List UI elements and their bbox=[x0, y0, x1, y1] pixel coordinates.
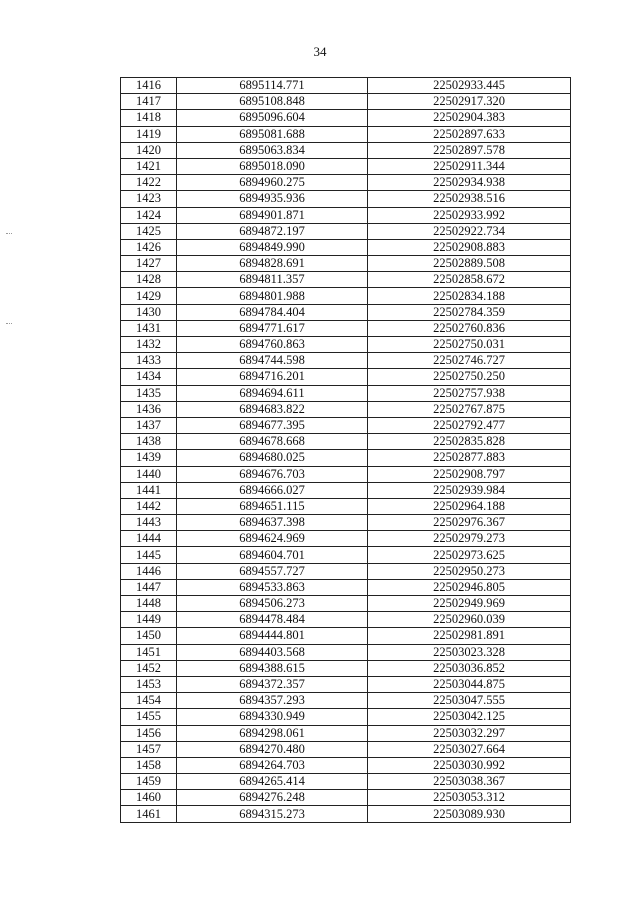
y-coordinate-cell: 22502889.508 bbox=[368, 256, 571, 272]
x-coordinate-cell: 6894760.863 bbox=[177, 337, 368, 353]
margin-mark bbox=[6, 233, 12, 234]
x-coordinate-cell: 6895108.848 bbox=[177, 94, 368, 110]
y-coordinate-cell: 22502750.031 bbox=[368, 337, 571, 353]
x-coordinate-cell: 6894298.061 bbox=[177, 725, 368, 741]
table-row bbox=[121, 304, 571, 320]
x-coordinate-cell: 6894694.611 bbox=[177, 385, 368, 401]
coordinates-table bbox=[120, 77, 571, 823]
y-coordinate-cell: 22502939.984 bbox=[368, 482, 571, 498]
point-number-cell: 1446 bbox=[121, 563, 177, 579]
point-number-cell: 1419 bbox=[121, 126, 177, 142]
table-row bbox=[121, 515, 571, 531]
table-row bbox=[121, 207, 571, 223]
point-number-cell: 1461 bbox=[121, 806, 177, 822]
x-coordinate-cell: 6894811.357 bbox=[177, 272, 368, 288]
table-row bbox=[121, 806, 571, 822]
y-coordinate-cell: 22503089.930 bbox=[368, 806, 571, 822]
x-coordinate-cell: 6894828.691 bbox=[177, 256, 368, 272]
point-number-cell: 1460 bbox=[121, 790, 177, 806]
y-coordinate-cell: 22502908.883 bbox=[368, 239, 571, 255]
y-coordinate-cell: 22503053.312 bbox=[368, 790, 571, 806]
point-number-cell: 1432 bbox=[121, 337, 177, 353]
x-coordinate-cell: 6894388.615 bbox=[177, 660, 368, 676]
point-number-cell: 1433 bbox=[121, 353, 177, 369]
y-coordinate-cell: 22502767.875 bbox=[368, 401, 571, 417]
y-coordinate-cell: 22502934.938 bbox=[368, 175, 571, 191]
x-coordinate-cell: 6895096.604 bbox=[177, 110, 368, 126]
table-row bbox=[121, 142, 571, 158]
y-coordinate-cell: 22502897.633 bbox=[368, 126, 571, 142]
page-number: 34 bbox=[313, 44, 327, 59]
point-number-cell: 1422 bbox=[121, 175, 177, 191]
x-coordinate-cell: 6894901.871 bbox=[177, 207, 368, 223]
x-coordinate-cell: 6894677.395 bbox=[177, 417, 368, 433]
table-row bbox=[121, 239, 571, 255]
point-number-cell: 1438 bbox=[121, 434, 177, 450]
y-coordinate-cell: 22502933.992 bbox=[368, 207, 571, 223]
y-coordinate-cell: 22502960.039 bbox=[368, 612, 571, 628]
y-coordinate-cell: 22503038.367 bbox=[368, 774, 571, 790]
point-number-cell: 1450 bbox=[121, 628, 177, 644]
table-row bbox=[121, 256, 571, 272]
point-number-cell: 1459 bbox=[121, 774, 177, 790]
point-number-cell: 1443 bbox=[121, 515, 177, 531]
table-row bbox=[121, 385, 571, 401]
point-number-cell: 1456 bbox=[121, 725, 177, 741]
x-coordinate-cell: 6894935.936 bbox=[177, 191, 368, 207]
point-number-cell: 1451 bbox=[121, 644, 177, 660]
x-coordinate-cell: 6894444.801 bbox=[177, 628, 368, 644]
x-coordinate-cell: 6894651.115 bbox=[177, 498, 368, 514]
x-coordinate-cell: 6894270.480 bbox=[177, 741, 368, 757]
x-coordinate-cell: 6894637.398 bbox=[177, 515, 368, 531]
table-row bbox=[121, 369, 571, 385]
x-coordinate-cell: 6894676.703 bbox=[177, 466, 368, 482]
y-coordinate-cell: 22502757.938 bbox=[368, 385, 571, 401]
point-number-cell: 1455 bbox=[121, 709, 177, 725]
y-coordinate-cell: 22502792.477 bbox=[368, 417, 571, 433]
point-number-cell: 1425 bbox=[121, 223, 177, 239]
y-coordinate-cell: 22502897.578 bbox=[368, 142, 571, 158]
y-coordinate-cell: 22502938.516 bbox=[368, 191, 571, 207]
x-coordinate-cell: 6894960.275 bbox=[177, 175, 368, 191]
point-number-cell: 1431 bbox=[121, 320, 177, 336]
table-row bbox=[121, 401, 571, 417]
table-row bbox=[121, 531, 571, 547]
table-row bbox=[121, 78, 571, 94]
table-row bbox=[121, 158, 571, 174]
table-row bbox=[121, 741, 571, 757]
point-number-cell: 1447 bbox=[121, 579, 177, 595]
table-row bbox=[121, 175, 571, 191]
x-coordinate-cell: 6895063.834 bbox=[177, 142, 368, 158]
table-row bbox=[121, 191, 571, 207]
point-number-cell: 1441 bbox=[121, 482, 177, 498]
y-coordinate-cell: 22502746.727 bbox=[368, 353, 571, 369]
y-coordinate-cell: 22502949.969 bbox=[368, 596, 571, 612]
point-number-cell: 1437 bbox=[121, 417, 177, 433]
x-coordinate-cell: 6894478.484 bbox=[177, 612, 368, 628]
point-number-cell: 1442 bbox=[121, 498, 177, 514]
table-row bbox=[121, 790, 571, 806]
x-coordinate-cell: 6894265.414 bbox=[177, 774, 368, 790]
table-row bbox=[121, 417, 571, 433]
point-number-cell: 1427 bbox=[121, 256, 177, 272]
x-coordinate-cell: 6894680.025 bbox=[177, 450, 368, 466]
y-coordinate-cell: 22503036.852 bbox=[368, 660, 571, 676]
point-number-cell: 1444 bbox=[121, 531, 177, 547]
x-coordinate-cell: 6895081.688 bbox=[177, 126, 368, 142]
y-coordinate-cell: 22502950.273 bbox=[368, 563, 571, 579]
y-coordinate-cell: 22502760.836 bbox=[368, 320, 571, 336]
table-row bbox=[121, 482, 571, 498]
point-number-cell: 1426 bbox=[121, 239, 177, 255]
table-row bbox=[121, 272, 571, 288]
y-coordinate-cell: 22502981.891 bbox=[368, 628, 571, 644]
y-coordinate-cell: 22502973.625 bbox=[368, 547, 571, 563]
table-row bbox=[121, 628, 571, 644]
x-coordinate-cell: 6894716.201 bbox=[177, 369, 368, 385]
point-number-cell: 1435 bbox=[121, 385, 177, 401]
table-row bbox=[121, 596, 571, 612]
point-number-cell: 1436 bbox=[121, 401, 177, 417]
x-coordinate-cell: 6894557.727 bbox=[177, 563, 368, 579]
table-row bbox=[121, 676, 571, 692]
table-row bbox=[121, 563, 571, 579]
table-row bbox=[121, 660, 571, 676]
table-row bbox=[121, 126, 571, 142]
table-row bbox=[121, 466, 571, 482]
table-row bbox=[121, 320, 571, 336]
point-number-cell: 1440 bbox=[121, 466, 177, 482]
point-number-cell: 1416 bbox=[121, 78, 177, 94]
x-coordinate-cell: 6894678.668 bbox=[177, 434, 368, 450]
point-number-cell: 1418 bbox=[121, 110, 177, 126]
table-row bbox=[121, 223, 571, 239]
y-coordinate-cell: 22502904.383 bbox=[368, 110, 571, 126]
point-number-cell: 1424 bbox=[121, 207, 177, 223]
table-row bbox=[121, 693, 571, 709]
y-coordinate-cell: 22503027.664 bbox=[368, 741, 571, 757]
y-coordinate-cell: 22502922.734 bbox=[368, 223, 571, 239]
x-coordinate-cell: 6894801.988 bbox=[177, 288, 368, 304]
x-coordinate-cell: 6895018.090 bbox=[177, 158, 368, 174]
x-coordinate-cell: 6894506.273 bbox=[177, 596, 368, 612]
y-coordinate-cell: 22502834.188 bbox=[368, 288, 571, 304]
y-coordinate-cell: 22502908.797 bbox=[368, 466, 571, 482]
table-row bbox=[121, 288, 571, 304]
table-row bbox=[121, 725, 571, 741]
x-coordinate-cell: 6894403.568 bbox=[177, 644, 368, 660]
point-number-cell: 1448 bbox=[121, 596, 177, 612]
x-coordinate-cell: 6894533.863 bbox=[177, 579, 368, 595]
y-coordinate-cell: 22502979.273 bbox=[368, 531, 571, 547]
table-row bbox=[121, 547, 571, 563]
y-coordinate-cell: 22502835.828 bbox=[368, 434, 571, 450]
x-coordinate-cell: 6894276.248 bbox=[177, 790, 368, 806]
table-row bbox=[121, 434, 571, 450]
y-coordinate-cell: 22503030.992 bbox=[368, 757, 571, 773]
x-coordinate-cell: 6894666.027 bbox=[177, 482, 368, 498]
point-number-cell: 1423 bbox=[121, 191, 177, 207]
table-row bbox=[121, 644, 571, 660]
point-number-cell: 1434 bbox=[121, 369, 177, 385]
y-coordinate-cell: 22503023.328 bbox=[368, 644, 571, 660]
y-coordinate-cell: 22502877.883 bbox=[368, 450, 571, 466]
x-coordinate-cell: 6894872.197 bbox=[177, 223, 368, 239]
point-number-cell: 1421 bbox=[121, 158, 177, 174]
x-coordinate-cell: 6894771.617 bbox=[177, 320, 368, 336]
x-coordinate-cell: 6894315.273 bbox=[177, 806, 368, 822]
x-coordinate-cell: 6894849.990 bbox=[177, 239, 368, 255]
table-row bbox=[121, 337, 571, 353]
table-row bbox=[121, 612, 571, 628]
y-coordinate-cell: 22502858.672 bbox=[368, 272, 571, 288]
table-row bbox=[121, 774, 571, 790]
point-number-cell: 1429 bbox=[121, 288, 177, 304]
table-row bbox=[121, 498, 571, 514]
x-coordinate-cell: 6894744.598 bbox=[177, 353, 368, 369]
point-number-cell: 1420 bbox=[121, 142, 177, 158]
y-coordinate-cell: 22502946.805 bbox=[368, 579, 571, 595]
table-row bbox=[121, 757, 571, 773]
x-coordinate-cell: 6894264.703 bbox=[177, 757, 368, 773]
point-number-cell: 1417 bbox=[121, 94, 177, 110]
point-number-cell: 1428 bbox=[121, 272, 177, 288]
y-coordinate-cell: 22502933.445 bbox=[368, 78, 571, 94]
coordinates-table-body bbox=[121, 78, 571, 823]
table-row bbox=[121, 579, 571, 595]
point-number-cell: 1457 bbox=[121, 741, 177, 757]
table-row bbox=[121, 110, 571, 126]
margin-mark bbox=[6, 323, 12, 324]
y-coordinate-cell: 22503047.555 bbox=[368, 693, 571, 709]
point-number-cell: 1458 bbox=[121, 757, 177, 773]
point-number-cell: 1449 bbox=[121, 612, 177, 628]
y-coordinate-cell: 22502976.367 bbox=[368, 515, 571, 531]
point-number-cell: 1452 bbox=[121, 660, 177, 676]
y-coordinate-cell: 22502917.320 bbox=[368, 94, 571, 110]
x-coordinate-cell: 6894624.969 bbox=[177, 531, 368, 547]
y-coordinate-cell: 22503032.297 bbox=[368, 725, 571, 741]
x-coordinate-cell: 6894357.293 bbox=[177, 693, 368, 709]
table-row bbox=[121, 353, 571, 369]
y-coordinate-cell: 22502750.250 bbox=[368, 369, 571, 385]
y-coordinate-cell: 22502911.344 bbox=[368, 158, 571, 174]
y-coordinate-cell: 22503044.875 bbox=[368, 676, 571, 692]
x-coordinate-cell: 6894683.822 bbox=[177, 401, 368, 417]
y-coordinate-cell: 22503042.125 bbox=[368, 709, 571, 725]
point-number-cell: 1453 bbox=[121, 676, 177, 692]
table-row bbox=[121, 450, 571, 466]
point-number-cell: 1454 bbox=[121, 693, 177, 709]
x-coordinate-cell: 6894330.949 bbox=[177, 709, 368, 725]
table-row bbox=[121, 709, 571, 725]
x-coordinate-cell: 6894784.404 bbox=[177, 304, 368, 320]
y-coordinate-cell: 22502784.359 bbox=[368, 304, 571, 320]
x-coordinate-cell: 6895114.771 bbox=[177, 78, 368, 94]
point-number-cell: 1445 bbox=[121, 547, 177, 563]
y-coordinate-cell: 22502964.188 bbox=[368, 498, 571, 514]
x-coordinate-cell: 6894604.701 bbox=[177, 547, 368, 563]
point-number-cell: 1430 bbox=[121, 304, 177, 320]
point-number-cell: 1439 bbox=[121, 450, 177, 466]
table-row bbox=[121, 94, 571, 110]
x-coordinate-cell: 6894372.357 bbox=[177, 676, 368, 692]
